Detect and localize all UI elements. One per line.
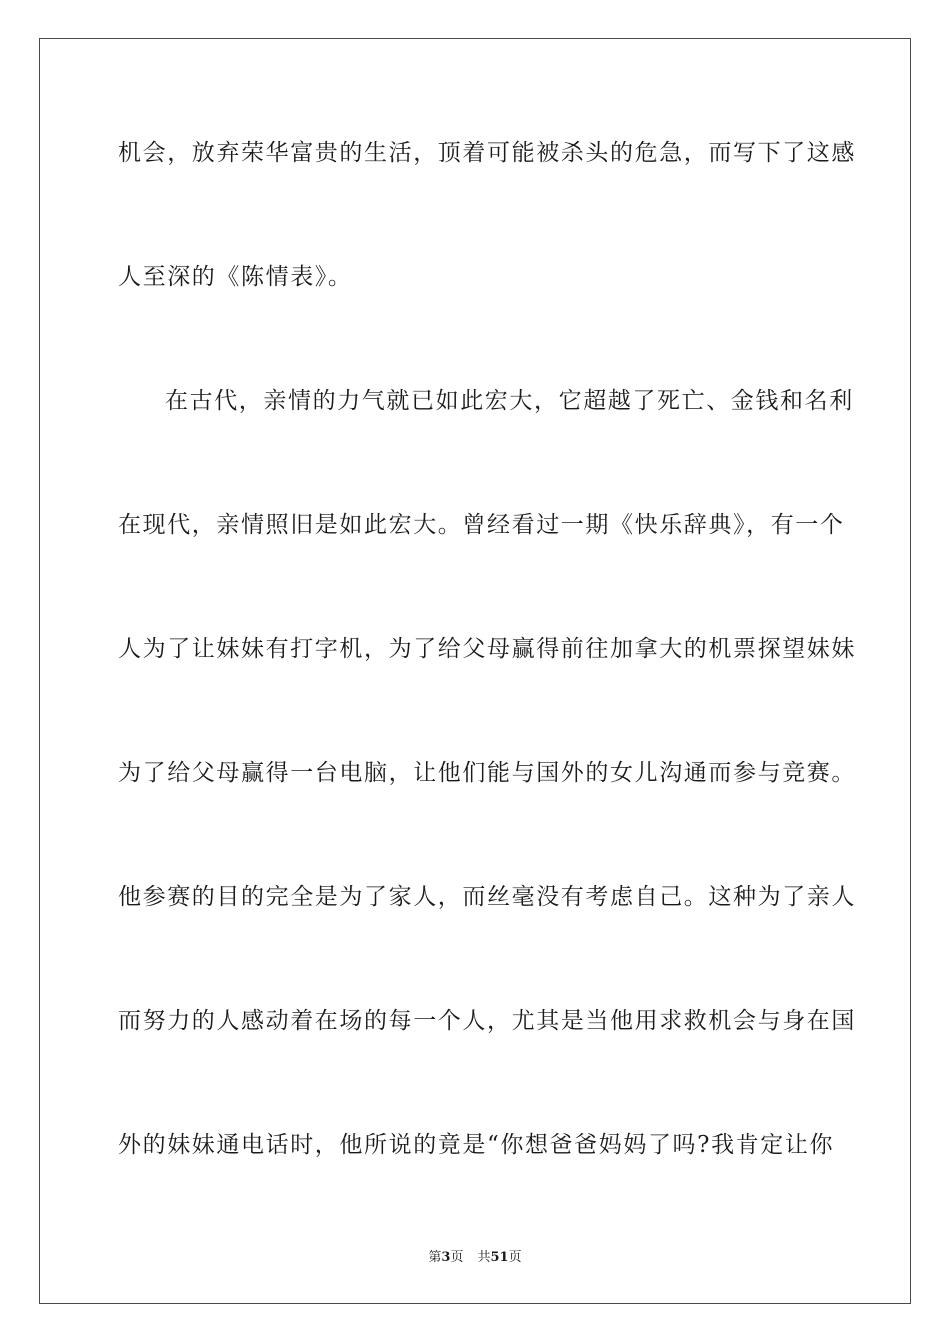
total-label-suffix: 页 [508,1250,522,1265]
body-line-9: 外的妹妹通电话时，他所说的竟是“你想爸爸妈妈了吗?我肯定让你 [118,1132,835,1158]
body-line-7: 他参赛的目的完全是为了家人，而丝毫没有考虑自己。这种为了亲人 [118,884,856,910]
total-page-count: 51 [490,1250,509,1265]
body-line-3-paragraph-start: 在古代，亲情的力气就已如此宏大，它超越了死亡、金钱和名利 [165,388,854,414]
current-page-number: 3 [441,1250,451,1265]
page-footer [0,1246,950,1265]
body-line-5: 人为了让妹妹有打字机，为了给父母赢得前往加拿大的机票探望妹妹 [118,636,856,662]
page-border [39,38,911,1304]
page-label-prefix: 第 [428,1250,442,1265]
body-line-2: 人至深的《陈情表》。 [118,264,353,290]
body-line-6: 为了给父母赢得一台电脑，让他们能与国外的女儿沟通而参与竞赛。 [118,760,856,786]
page-label-suffix: 页 [450,1250,464,1265]
body-line-8: 而努力的人感动着在场的每一个人，尤其是当他用求救机会与身在国 [118,1008,856,1034]
body-line-1: 机会，放弃荣华富贵的生活，顶着可能被杀头的危急，而写下了这感 [118,140,856,166]
total-label-prefix: 共 [477,1250,491,1265]
body-line-4: 在现代，亲情照旧是如此宏大。曾经看过一期《快乐辞典》，有一个 [118,512,845,538]
